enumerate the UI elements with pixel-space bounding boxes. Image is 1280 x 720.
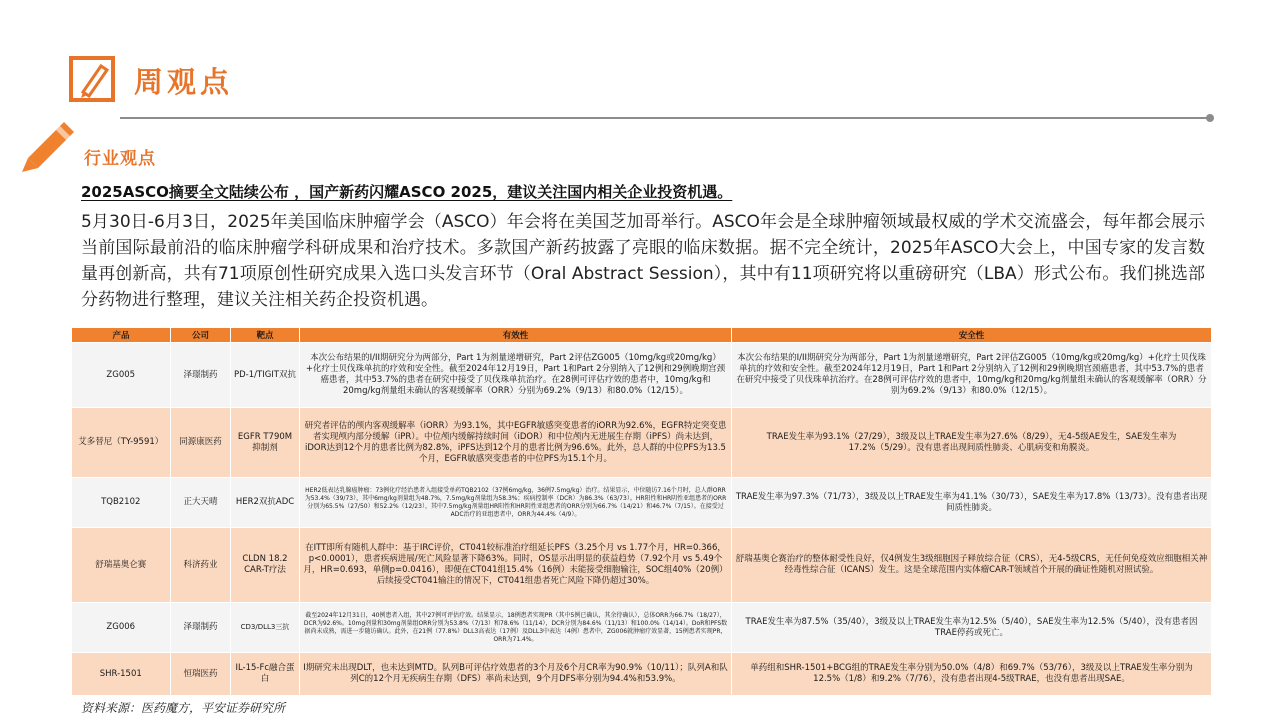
cell-product: 艾多替尼（TY-9591） [72,408,171,478]
table-header-row [72,328,1212,343]
pen-icon [20,120,76,172]
headline: 2025ASCO摘要全文陆续公布 ，国产新药闪耀ASCO 2025，建议关注国内相关企业投资机遇。 [81,183,733,201]
summary-paragraph: 5月30日-6月3日，2025年美国临床肿瘤学会（ASCO）年会将在美国芝加哥举行。ASCO年会是全球肿瘤领域最权威的学术交流盛会，每年都会展示当前国际最前沿的临床肿瘤学科研成果和治疗技术。多款国产新药披露了亮眼的临床数据。据不完全统计，2025年ASCO大会上，中国专家的发言数量再创新高，共有71项原创性研究成果入选口头发言环节（Oral Abstract Session），其中有11项研究将以重磅研究（LBA）形式公布。我们挑选部分药物进行整理，建议关注相关药企投资机遇。 [81,212,1205,310]
divider-dot [1206,114,1214,122]
header-efficacy: 有效性 [300,328,732,343]
page-title: 周观点 [134,65,234,99]
cell-efficacy: HER2低表达乳腺癌肿瘤：73例化疗经治患者入组接受单药TQB2102（37例6mg/kg，36例7.5mg/kg）治疗。结果显示，中位随访7.16个月时，总人群ORR为53.4%（39/73），其中6mg/kg剂量组为48.7%，7.5mg/kg剂量组为58.3%；疾病控制率（DCR）为86.3%（63/73）。HR阳性和HR阴性亚组患者的ORR分别为65.5%（27/50）和52.2%（12/23），其中7.5mg/kg剂量组HR阳性和HR阴性亚组患者的ORR分别为66.7%（14/21）和46.7%（7/15）。在接受过ADC治疗的亚组患者中，ORR为44.4%（4/9）。 [300,478,732,528]
cell-company: 科济药业 [171,528,231,603]
table-row [72,478,1212,528]
header-target: 靶点 [231,328,300,343]
table-row [72,343,1212,408]
table-row [72,408,1212,478]
cell-efficacy: 截至2024年12月31日，40例患者入组，其中27例可评估疗效。结果显示，18例患者实现PR（其中5例已确认，其余待确认），总体ORR为66.7%（18/27），DCR为92.6%。10mg剂量和30mg剂量组ORR分别为53.8%（7/13）和78.6%（11/14），DCR分别为84.6%（11/13）和100.0%（14/14）。DoR和PFS数据尚未成熟，需进一步随访确认。此外，在21例（77.8%）DLL3高表达（17例）及DLL3中表达（4例）患者中，ZG006就肿瘤疗效显著，15例患者实现PR，ORR为71.4%。 [300,603,732,653]
table-row [72,653,1212,696]
cell-product: 舒瑞基奥仑赛 [72,528,171,603]
cell-target: EGFR T790M抑制剂 [231,408,300,478]
cell-target: CD3/DLL3三抗 [231,603,300,653]
cell-safety: TRAE发生率为87.5%（35/40），3级及以上TRAE发生率为12.5%（5/40），SAE发生率为12.5%（5/40），没有患者因TRAE停药或死亡。 [732,603,1212,653]
cell-target: HER2双抗ADC [231,478,300,528]
pencil-icon [69,56,115,102]
cell-safety: 本次公布结果的I/II期研究分为两部分，Part 1为剂量递增研究，Part 2评估ZG005（10mg/kg或20mg/kg）+化疗士贝伐珠单抗的疗效和安全性。截至2024年12月19日，Part 1和Part 2分别纳入了12例和29例晚期宫颈癌患者，其中53.7%的患者在研究中接受了贝伐珠单抗治疗。在28例可评估疗效的患者中，10mg/kg和20mg/kg剂量组未确认的客观缓解率（ORR）分别为69.2%（9/13）和80.0%（12/15）。 [732,343,1212,408]
header-safety: 安全性 [732,328,1212,343]
cell-efficacy: I期研究未出现DLT，也未达到MTD。队列B可评估疗效患者的3个月及6个月CR率为90.9%（10/11）；队列A和队列C的12个月无疾病生存期（DFS）率尚未达到，9个月DFS率分别为94.4%和53.9%。 [300,653,732,696]
cell-product: ZG005 [72,343,171,408]
cell-company: 正大天晴 [171,478,231,528]
cell-product: SHR-1501 [72,653,171,696]
cell-safety: 单药组和SHR-1501+BCG组的TRAE发生率分别为50.0%（4/8）和69.7%（53/76），3级及以上TRAE发生率分别为12.5%（1/8）和9.2%（7/76），没有患者出现4-5级TRAE，也没有患者出现SAE。 [732,653,1212,696]
cell-product: TQB2102 [72,478,171,528]
cell-safety: TRAE发生率为93.1%（27/29），3级及以上TRAE发生率为27.6%（8/29），无4-5级AE发生，SAE发生率为17.2%（5/29）。没有患者出现间质性肺炎、心肌病变和角膜炎。 [732,408,1212,478]
cell-company: 恒瑞医药 [171,653,231,696]
table-row [72,528,1212,603]
table-row [72,603,1212,653]
cell-target: CLDN 18.2 CAR-T疗法 [231,528,300,603]
cell-target: IL-15-Fc融合蛋白 [231,653,300,696]
cell-efficacy: 在ITT即所有随机人群中：基于IRC评价，CT041较标准治疗组延长PFS（3.25个月 vs 1.77个月，HR=0.366，p<0.0001），患者疾病进展/死亡风险显著下降63%。同时，OS显示出明显的获益趋势（7.92个月 vs 5.49个月，HR=0.693，单侧p=0.0416），即便在CT041组15.4%（16例）未能接受细胞输注，SOC组40%（20例）后续接受CT041输注的情况下，CT041组患者死亡风险下降仍超过30%。 [300,528,732,603]
header-company: 公司 [171,328,231,343]
section-title: 行业观点 [84,149,156,169]
drug-table [71,327,1212,696]
cell-company: 泽璟制药 [171,343,231,408]
source-note: 资料来源：医药魔方，平安证券研究所 [81,701,286,715]
cell-company: 泽璟制药 [171,603,231,653]
cell-safety: 舒瑞基奥仑赛治疗的整体耐受性良好，仅4例发生3级细胞因子释放综合征（CRS），无4-5级CRS，无任何免疫效应细胞相关神经毒性综合征（ICANS）发生。这是全球范围内实体瘤CAR-T领域首个开展的确证性随机对照试验。 [732,528,1212,603]
cell-efficacy: 研究者评估的颅内客观缓解率（iORR）为93.1%，其中EGFR敏感突变患者的iORR为92.6%，EGFR特定突变患者实现颅内部分缓解（iPR）。中位颅内缓解持续时间（iDOR）和中位颅内无进展生存期（iPFS）尚未达到，iDOR达到12个月的患者比例为82.8%，iPFS达到12个月的患者比例为96.6%。此外，总人群的中位PFS为13.5个月，EGFR敏感突变患者的中位PFS为15.1个月。 [300,408,732,478]
header-product: 产品 [72,328,171,343]
divider-line [120,117,1210,119]
cell-safety: TRAE发生率为97.3%（71/73），3级及以上TRAE发生率为41.1%（30/73），SAE发生率为17.8%（13/73）。没有患者出现间质性肺炎。 [732,478,1212,528]
cell-efficacy: 本次公布结果的I/II期研究分为两部分，Part 1为剂量递增研究，Part 2评估ZG005（10mg/kg或20mg/kg）+化疗士贝伐珠单抗的疗效和安全性。截至2024年12月19日，Part 1和Part 2分别纳入了12例和29例晚期宫颈癌患者，其中53.7%的患者在研究中接受了贝伐珠单抗治疗。在28例可评估疗效的患者中，10mg/kg和20mg/kg剂量组未确认的客观缓解率（ORR）分别为69.2%（9/13）和80.0%（12/15）。 [300,343,732,408]
cell-company: 同源康医药 [171,408,231,478]
cell-product: ZG006 [72,603,171,653]
cell-target: PD-1/TIGIT双抗 [231,343,300,408]
